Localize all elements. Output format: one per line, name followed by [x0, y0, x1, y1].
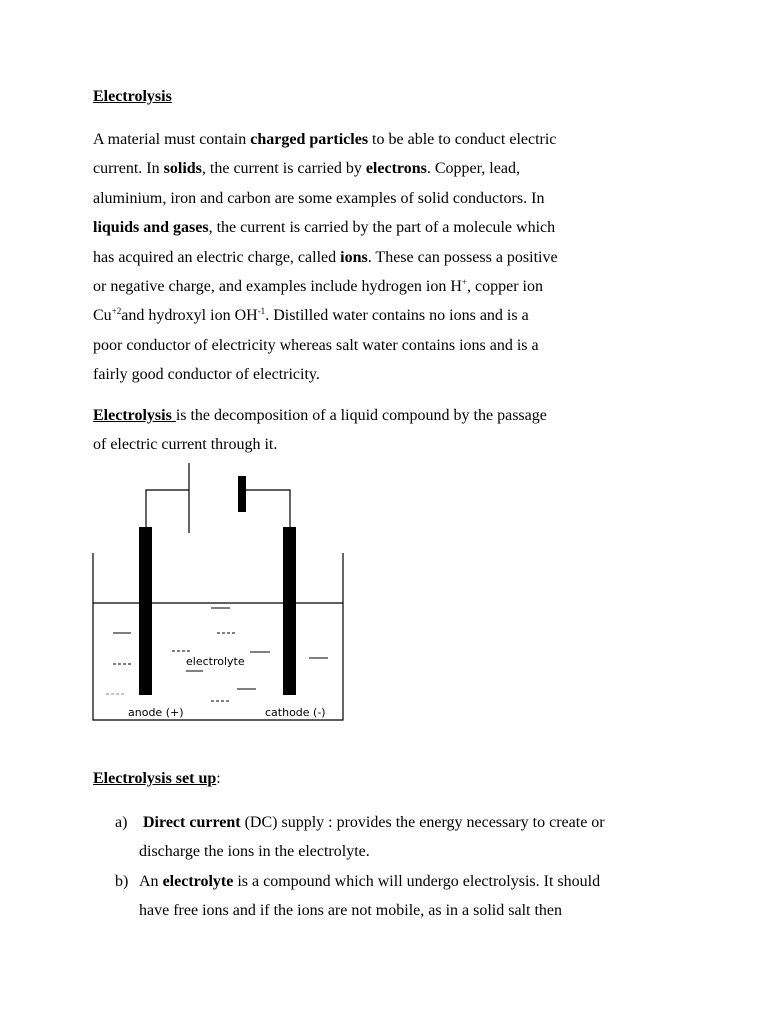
- intro-line: aluminium, iron and carbon are some examples of solid conductors. In: [93, 189, 545, 207]
- intro-line: current. In solids, the current is carried by electrons. Copper, lead,: [93, 160, 520, 178]
- cathode-wire: [246, 490, 290, 527]
- electrolyte-label: electrolyte: [186, 655, 245, 668]
- anode-label: anode (+): [128, 706, 184, 719]
- cathode-label: cathode (-): [265, 706, 326, 719]
- intro-line: liquids and gases, the current is carried by the part of a molecule which: [93, 219, 556, 237]
- anode-electrode: [139, 527, 152, 695]
- battery-short-plate: [238, 476, 246, 512]
- anode-wire: [146, 490, 189, 527]
- list-marker: a): [115, 814, 128, 831]
- list-marker: b): [115, 872, 129, 890]
- definition-line: Electrolysis is the decomposition of a liquid compound by the passage: [93, 407, 547, 424]
- intro-line: poor conductor of electricity whereas salt water contains ions and is a: [93, 336, 539, 354]
- intro-line: or negative charge, and examples include hydrogen ion H+, copper ion: [93, 277, 543, 296]
- intro-line: has acquired an electric charge, called ions. These can possess a positive: [93, 248, 558, 266]
- electrolysis-diagram: [80, 460, 380, 735]
- list-item: b) An electrolyte is a compound which will undergo electrolysis. It should have free ions and if the ions are not mobile, as in a solid salt then: [93, 867, 693, 926]
- list-item: a) Direct current (DC) supply : provides the energy necessary to create or discharge the ions in the electrolyte.: [93, 808, 693, 867]
- intro-line: $Cu^{+2}and$ hydroxyl ion $OH^{-1}$. Distilled water contains no ions and is a: [93, 306, 529, 325]
- definition-term: Electrolysis: [93, 407, 176, 424]
- setup-list: [93, 808, 693, 926]
- cathode-electrode: [283, 527, 296, 695]
- electrolysis-diagram-svg: [80, 460, 380, 730]
- definition-paragraph: [93, 401, 653, 460]
- setup-heading: Electrolysis set up:: [93, 770, 221, 787]
- intro-line: fairly good conductor of electricity.: [93, 366, 320, 384]
- intro-paragraph: [93, 125, 653, 390]
- page-title: Electrolysis: [93, 88, 172, 105]
- intro-line: A material must contain charged particles to be able to conduct electric: [93, 131, 557, 148]
- definition-line: of electric current through it.: [93, 436, 278, 454]
- beaker: [93, 553, 343, 720]
